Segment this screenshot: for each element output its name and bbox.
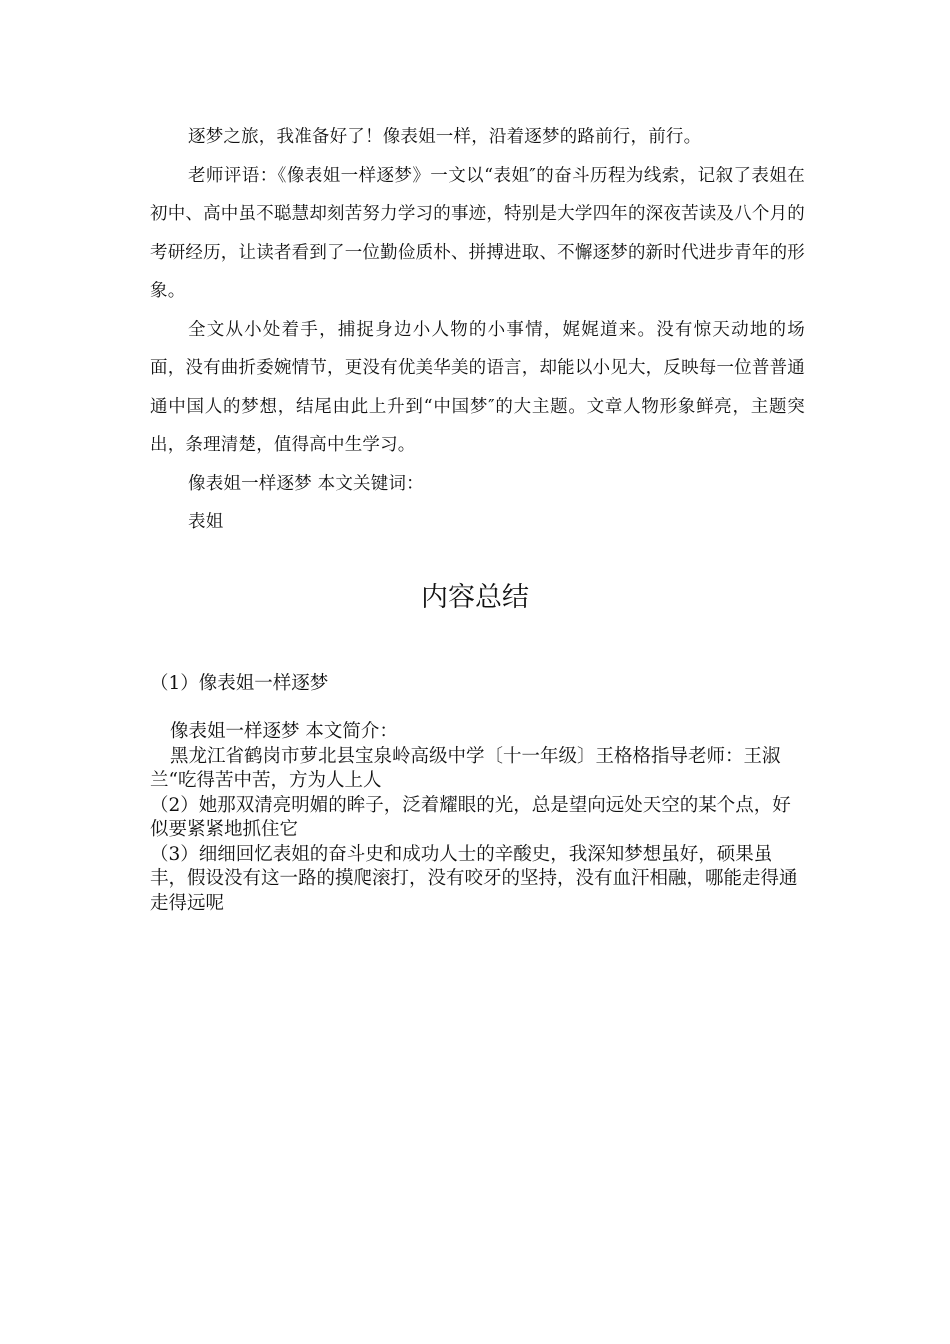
- summary-item-1: （1）像表姐一样逐梦: [150, 673, 329, 694]
- summary-item-2: （2）她那双清亮明媚的眸子，泛着耀眼的光，总是望向远处天空的某个点，好似要紧紧地抓住它: [150, 794, 791, 840]
- summary-heading: 内容总结: [421, 582, 529, 613]
- summary-details: [150, 720, 800, 916]
- paragraph-teacher-comment: 老师评语：《像表姐一样逐梦》一文以“表姐″的奋斗历程为线索，记叙了表姐在初中、高中虽不聪慧却刻苦努力学习的事迹，特别是大学四年的深夜苦读及八个月的考研经历，让读者看到了一位勤俭质朴、拼搏进取、不懈逐梦的新时代进步青年的形象。: [150, 165, 805, 301]
- summary-intro-label: 像表姐一样逐梦 本文简介：: [170, 721, 398, 742]
- keywords-label: 像表姐一样逐梦 本文关键词：: [188, 473, 424, 494]
- paragraph-review: 全文从小处着手，捕捉身边小人物的小事情，娓娓道来。没有惊天动地的场面，没有曲折委婉情节，更没有优美华美的语言，却能以小见大，反映每一位普普通通中国人的梦想，结尾由此上升到“中国梦″的大主题。文章人物形象鲜亮，主题突出，条理清楚，值得高中生学习。: [150, 319, 805, 455]
- keywords-value: 表姐: [188, 512, 224, 532]
- summary-item-3: （3）细细回忆表姐的奋斗史和成功人士的辛酸史，我深知梦想虽好，硕果虽丰，假设没有这一路的摸爬滚打，没有咬牙的坚持，没有血汗相融，哪能走得通走得远呢: [150, 843, 798, 914]
- essay-body: [150, 118, 805, 542]
- paragraph-closing: 逐梦之旅，我准备好了！像表姐一样，沿着逐梦的路前行，前行。: [188, 127, 702, 147]
- summary-intro-text: 黑龙江省鹤岗市萝北县宝泉岭高级中学〔十一年级〕王格格指导老师：王淑兰“吃得苦中苦，方为人上人: [150, 745, 781, 791]
